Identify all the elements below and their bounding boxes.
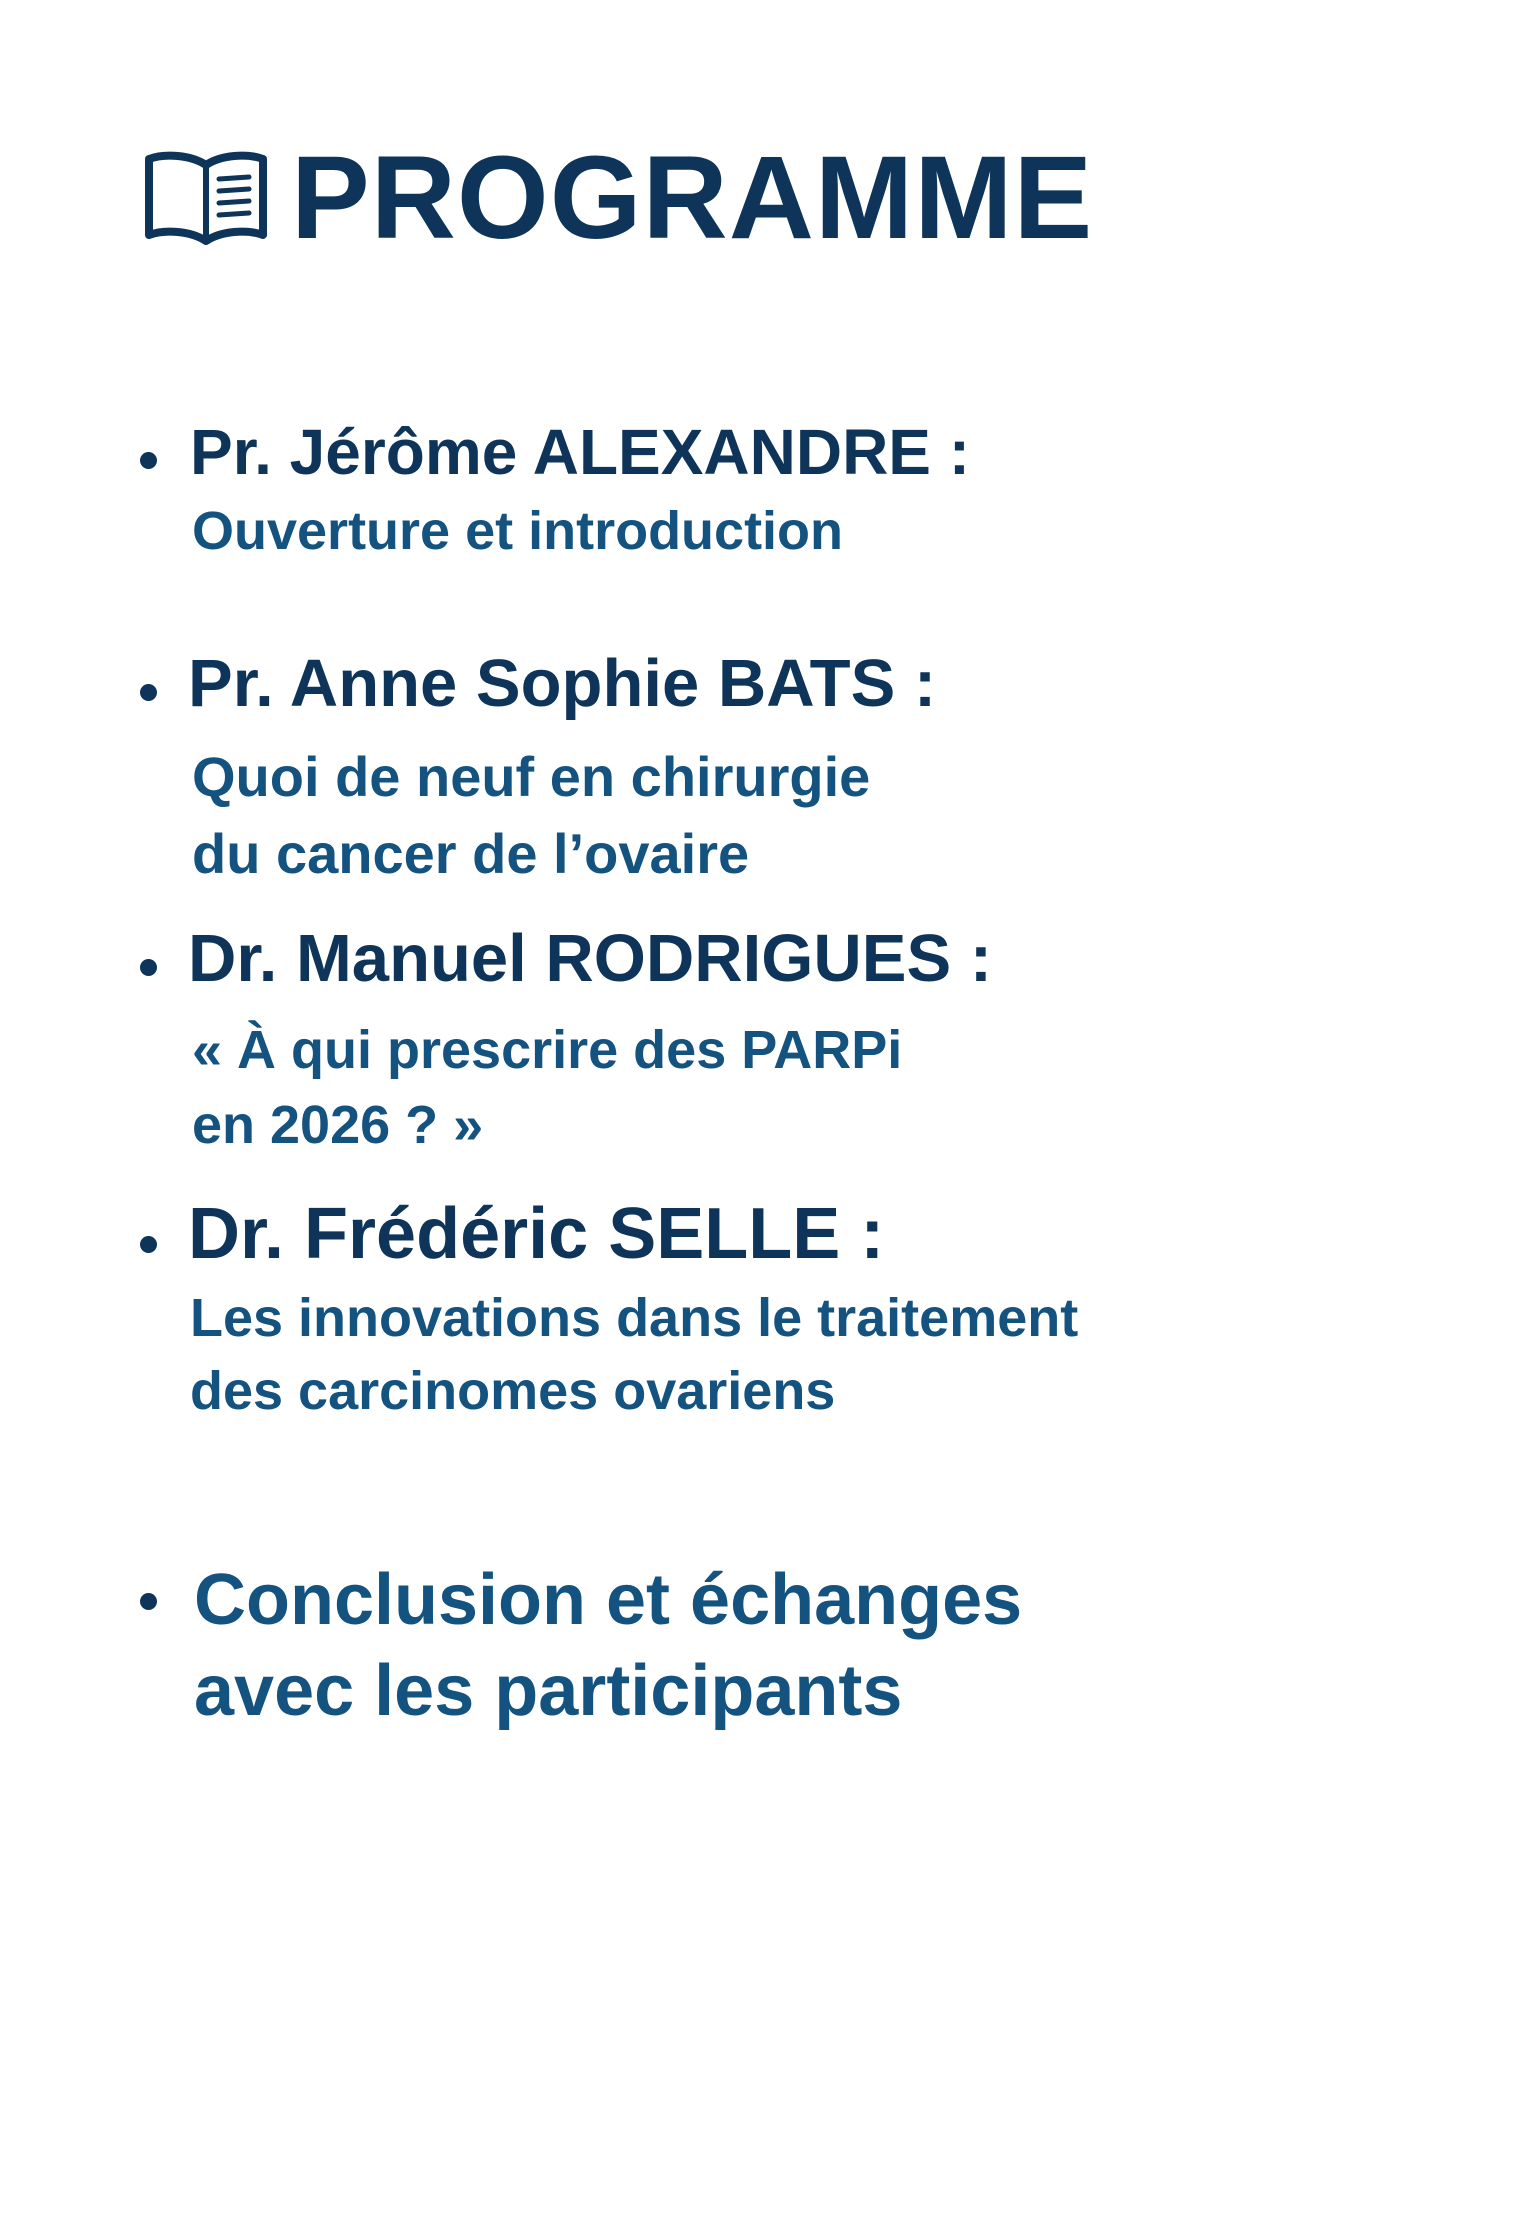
bullet	[140, 684, 157, 701]
speaker-name: Pr. Jérôme ALEXANDRE :	[190, 416, 971, 488]
session-topic: Ouverture et introduction	[192, 501, 844, 561]
bullet	[140, 959, 157, 976]
speaker-name: Dr. Frédéric SELLE :	[188, 1194, 885, 1274]
open-book-icon	[143, 151, 269, 245]
bullet	[140, 1236, 157, 1253]
bullet	[140, 1593, 157, 1610]
speaker-name: Pr. Anne Sophie BATS :	[188, 646, 937, 721]
speaker-name: Dr. Manuel RODRIGUES :	[188, 921, 993, 996]
programme-header	[143, 132, 1094, 264]
session-topic: « À qui prescrire des PARPi en 2026 ? »	[192, 1020, 903, 1155]
bullet	[140, 452, 157, 469]
session-topic: Les innovations dans le traitement des carcinomes ovariens	[190, 1288, 1079, 1421]
session-topic: Conclusion et échanges avec les participants	[194, 1560, 1023, 1731]
page-title: PROGRAMME	[291, 132, 1094, 264]
session-topic: Quoi de neuf en chirurgie du cancer de l’ovaire	[192, 745, 871, 885]
